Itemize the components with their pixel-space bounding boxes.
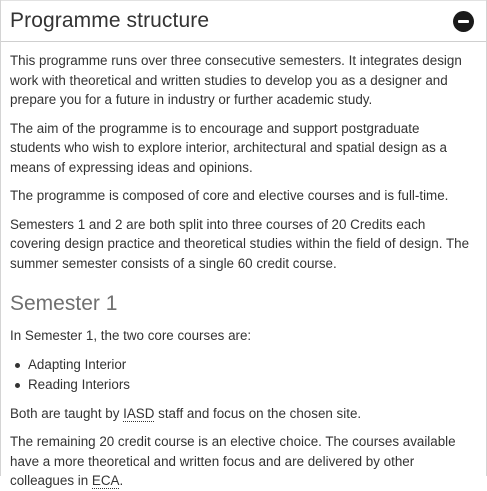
intro-paragraph-2: The aim of the programme is to encourage and support postgraduate students who wish to explore interior, architectural and spatial design as a means of expressing ideas and opinions.: [10, 120, 447, 175]
eca-abbreviation: ECA: [91, 473, 120, 488]
intro-paragraph-4: Semesters 1 and 2 are both split into three courses of 20 Credits each covering design practice and theoretical studies within the field of design. The summer semester consists of a single 60 credit course.: [10, 216, 470, 271]
accordion-body: [1, 42, 486, 491]
list-item: Reading Interiors: [10, 375, 472, 395]
iasd-abbreviation: IASD: [123, 405, 155, 421]
intro-paragraph-3: The programme is composed of core and elective courses and is full-time.: [10, 188, 449, 203]
taught-by-paragraph: Both are taught by IASD staff and focus on the chosen site.: [10, 405, 362, 421]
elective-paragraph: The remaining 20 credit course is an elective choice. The courses available have a more theoretical and written focus and are delivered by other colleagues in ECA.: [10, 434, 456, 488]
list-item: Adapting Interior: [10, 355, 472, 375]
semester-1-lead: In Semester 1, the two core courses are:: [10, 328, 252, 343]
core-courses-list: [10, 355, 472, 395]
intro-paragraph-1: This programme runs over three consecutive semesters. It integrates design work with theoretical and written studies to develop you as a designer and prepare you for a future in industry or further academic study.: [10, 53, 462, 107]
accordion-title: Programme structure: [10, 9, 210, 32]
minus-circle-icon[interactable]: [453, 11, 474, 32]
accordion-header[interactable]: [1, 0, 486, 42]
semester-1-heading: Semester 1: [10, 292, 118, 315]
